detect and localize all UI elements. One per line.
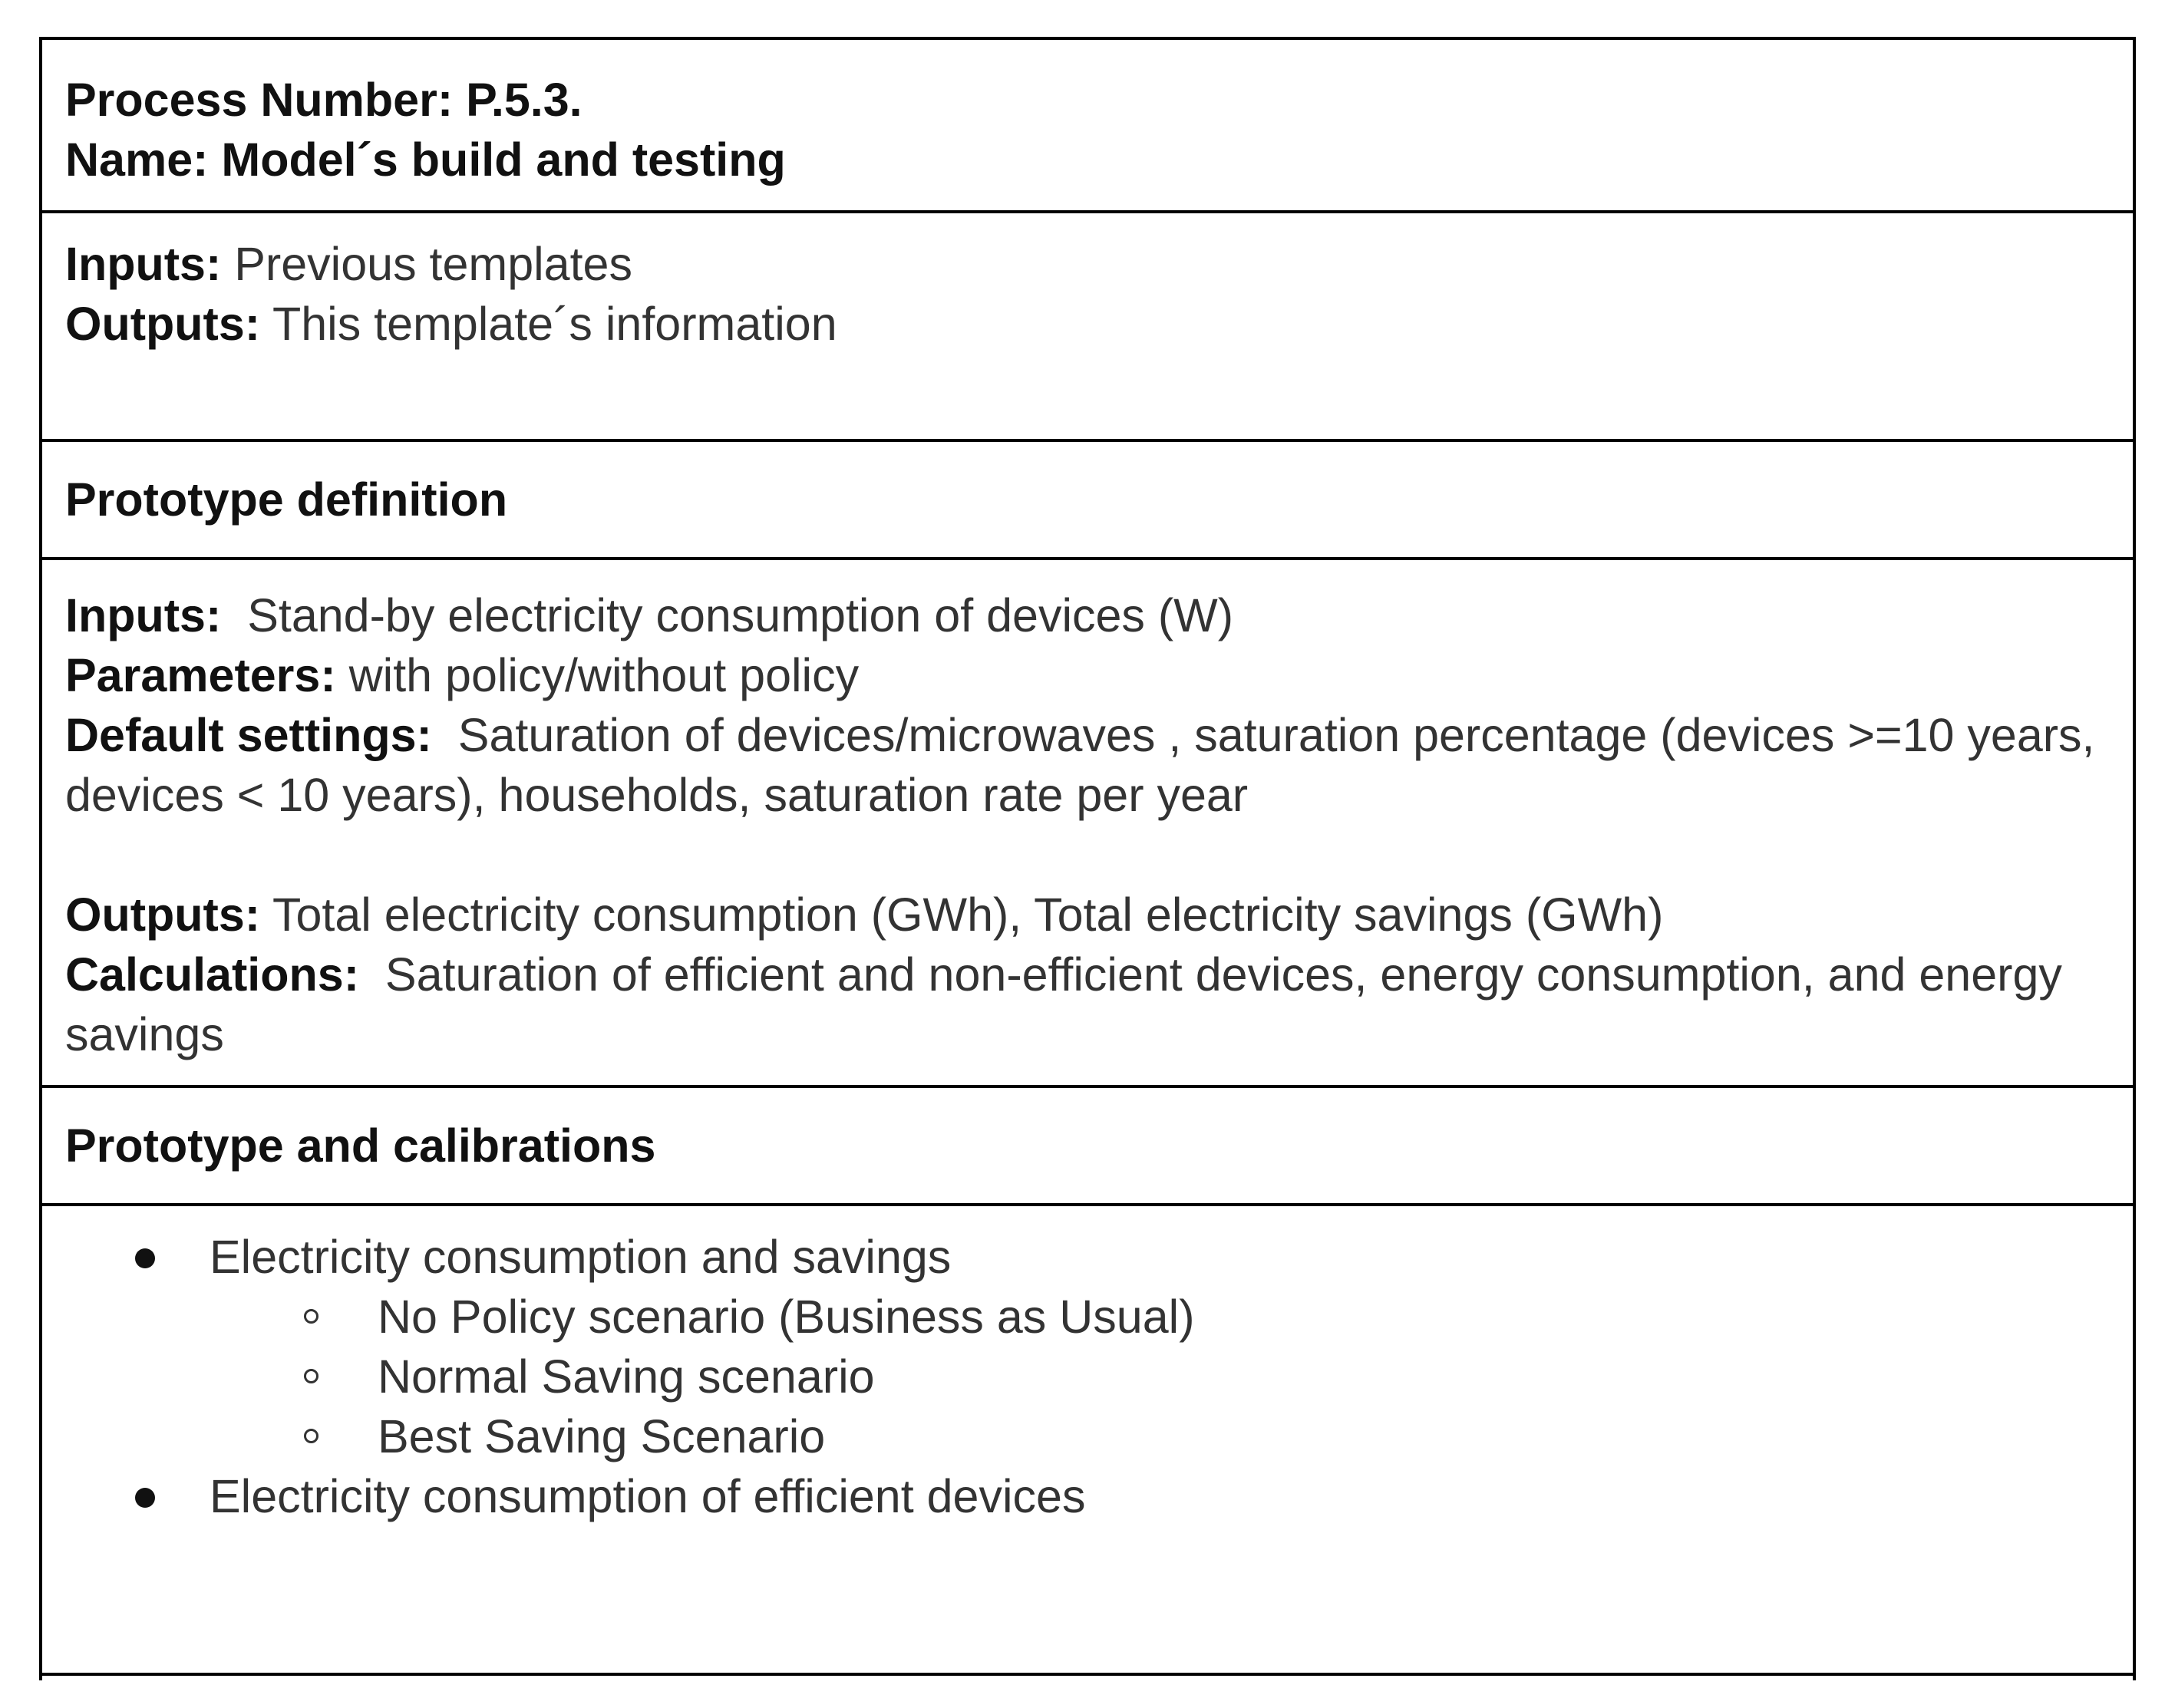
inputs-value: Previous templates (221, 238, 632, 290)
calculations-label: Calculations: (65, 948, 360, 1001)
calculations-value: Saturation of efficient and non-efficient devices, energy consumption, and energy savings (65, 948, 2075, 1060)
paragraph-spacer (65, 825, 2110, 885)
bullet-icon (135, 1488, 155, 1508)
list-item (210, 1227, 2110, 1466)
default-settings-line (65, 705, 2110, 825)
prototype-definition-heading: Prototype definition (42, 442, 2133, 560)
sublist-item-label: Normal Saving scenario (378, 1350, 875, 1403)
inputs-label: Inputs: (65, 238, 222, 290)
prototype-calibrations-cell (42, 1206, 2133, 1680)
definition-inputs-value: Stand-by electricity consumption of devices (W) (221, 589, 1234, 641)
list-item-label: Electricity consumption and savings (210, 1231, 952, 1283)
process-template-table (39, 37, 2136, 1680)
scenario-sublist (210, 1287, 2110, 1466)
calculations-line (65, 945, 2110, 1064)
definition-outputs-value: Total electricity consumption (GWh), Total electricity savings (GWh) (260, 889, 1664, 941)
hollow-bullet-icon (304, 1429, 318, 1443)
outputs-value: This template´s information (260, 298, 837, 350)
process-number: Process Number: P.5.3. (65, 74, 583, 126)
outputs-label: Outputs: (65, 298, 261, 350)
parameters-line (65, 645, 2110, 705)
list-item (210, 1466, 2110, 1526)
bullet-icon (135, 1248, 155, 1268)
parameters-value: with policy/without policy (335, 649, 860, 701)
table-bottom-divider (39, 1673, 2136, 1676)
inputs-line (65, 234, 2110, 294)
prototype-calibrations-heading: Prototype and calibrations (42, 1088, 2133, 1206)
definition-outputs-line (65, 885, 2110, 945)
process-name: Name: Model´s build and testing (65, 134, 786, 186)
definition-outputs-label: Outputs: (65, 889, 261, 941)
sublist-item (378, 1406, 2110, 1466)
definition-inputs-line (65, 585, 2110, 645)
outputs-line (65, 294, 2110, 354)
default-settings-value: Saturation of devices/microwaves , saturation percentage (devices >=10 years, devices < 10 years), households, saturation rate per year (65, 709, 2108, 821)
sublist-item-label: Best Saving Scenario (378, 1410, 826, 1462)
sublist-item (378, 1347, 2110, 1406)
parameters-label: Parameters: (65, 649, 336, 701)
sublist-item-label: No Policy scenario (Business as Usual) (378, 1291, 1195, 1343)
sublist-item (378, 1287, 2110, 1347)
calibrations-list (65, 1227, 2110, 1526)
hollow-bullet-icon (304, 1309, 318, 1324)
hollow-bullet-icon (304, 1369, 318, 1383)
definition-inputs-label: Inputs: (65, 589, 222, 641)
default-settings-label: Default settings: (65, 709, 432, 761)
inputs-outputs-cell (42, 213, 2133, 442)
prototype-definition-cell (42, 560, 2133, 1088)
list-item-label: Electricity consumption of efficient devices (210, 1470, 1086, 1522)
process-header-cell (42, 40, 2133, 213)
